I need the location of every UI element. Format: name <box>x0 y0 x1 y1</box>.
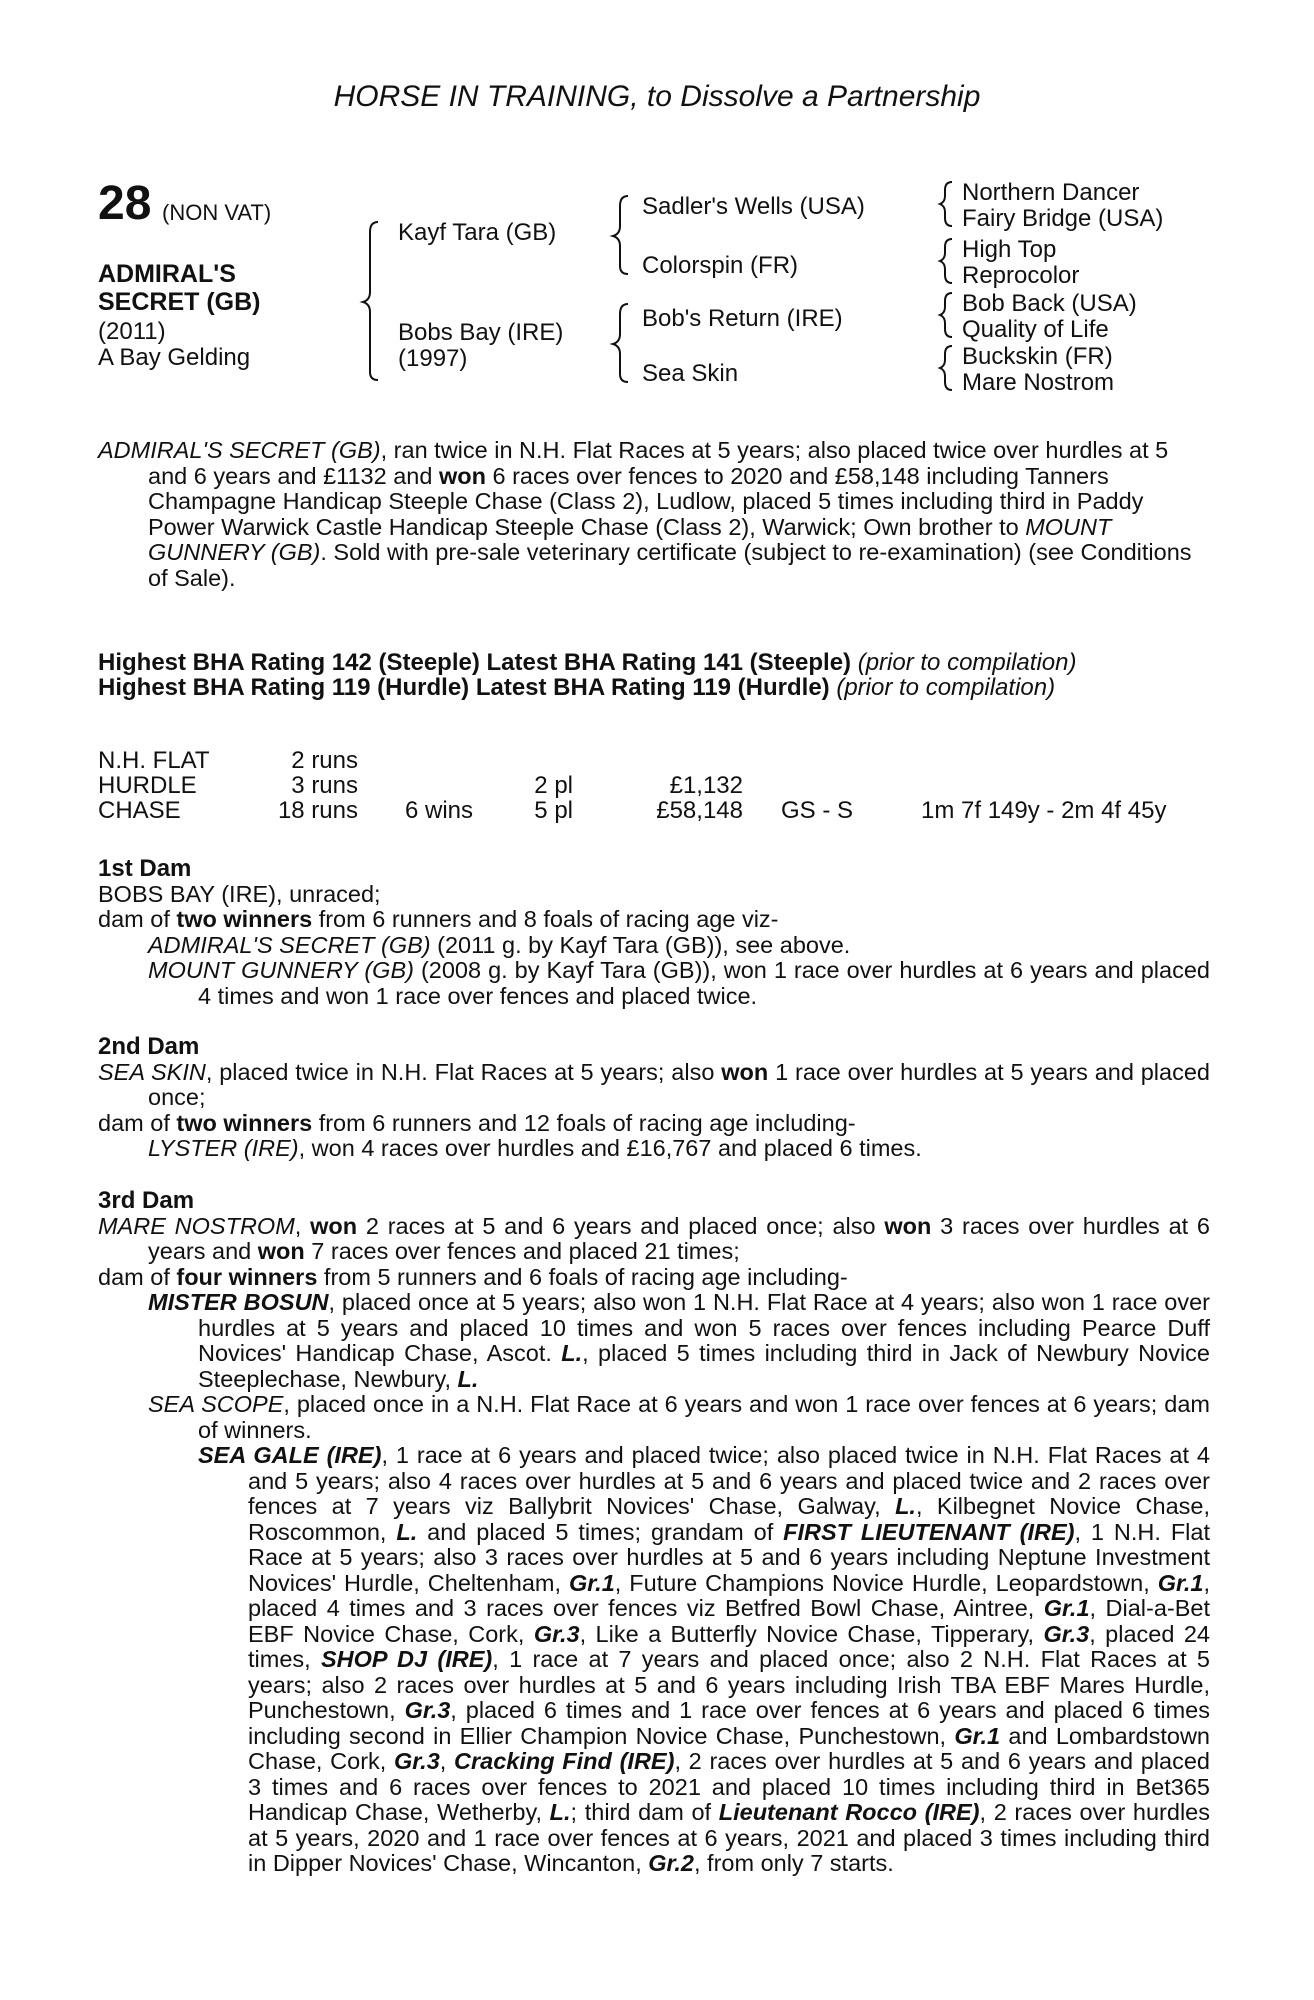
third-dam-section: 3rd Dam MARE NOSTROM, won 2 races at 5 and 6 years and placed once; also won 3 races over hurdles at 6 years and won 7 races over fences and placed 21 times; dam of four winners from 5 runners and 6 foals of racing age including- MISTER BOSUN, placed once at 5 years; also won 1 N.H. Flat Race at 4 years; also won 1 race over hurdles at 5 years and placed 10 times and won 5 races over fences including Pearce Duff Novices' Handicap Chase, Ascot. L., placed 5 times including third in Jack of Newbury Novice Steeplechase, Newbury, L. SEA SCOPE, placed once in a N.H. Flat Race at 6 years and won 1 race over fences at 6 years; dam of winners. SEA GALE (IRE), 1 race at 6 years and placed twice; also placed twice in N.H. Flat Races at 4 and 5 years; also 4 races over hurdles at 5 and 6 years and placed twice and 2 races over fences at 7 years viz Ballybrit Novices' Chase, Galway, L., Kilbegnet Novice Chase, Roscommon, L. and placed 5 times; grandam of FIRST LIEUTENANT (IRE), 1 N.H. Flat Race at 5 years; also 3 races over hurdles at 5 and 6 years including Neptune Investment Novices' Hurdle, Cheltenham, Gr.1, Future Champions Novice Hurdle, Leopardstown, Gr.1, placed 4 times and 3 races over fences viz Betfred Bowl Chase, Aintree, Gr.1, Dial-a-Bet EBF Novice Chase, Cork, Gr.3, Like a Butterfly Novice Chase, Tipperary, Gr.3, placed 24 times, SHOP DJ (IRE), 1 race at 7 years and placed once; also 2 N.H. Flat Races at 5 years; also 2 races over hurdles at 5 and 6 years including Irish TBA EBF Mares Hurdle, Punchestown, Gr.3, placed 6 times and 1 race over fences at 6 years and placed 6 times including second in Ellier Champion Novice Chase, Punchestown, Gr.1 and Lombardstown Chase, Cork, Gr.3, Cracking Find (IRE), 2 races over hurdles at 5 and 6 years and placed 3 times and 6 races over fences to 2021 and placed 10 times including third in Bet365 Handicap Chase, Wetherby, L.; third dam of Lieutenant Rocco (IRE), 2 races over hurdles at 5 years, 2020 and 1 race over fences at 6 years, 2021 and placed 3 times including third in Dipper Novices' Chase, Wincanton, Gr.2, from only 7 starts. <box>98 1187 1211 1876</box>
vat-status: (NON VAT) <box>162 200 272 225</box>
table-row: N.H. FLAT 2 runs <box>98 747 358 774</box>
sire-name: Kayf Tara (GB) <box>398 219 557 246</box>
first-dam-section: 1st Dam BOBS BAY (IRE), unraced; dam of two winners from 6 runners and 8 foals of racing age viz- ADMIRAL'S SECRET (GB) (2011 g. by Kayf Tara (GB)), see above. MOUNT GUNNERY (GB) (2008 g. by Kayf Tara (GB)), won 1 race over hurdles at 6 years and placed 4 times and won 1 race over fences and placed twice. <box>98 855 1210 1009</box>
gen4-ancestor: Quality of Life <box>962 316 1109 343</box>
hurdle-rating: Highest BHA Rating 119 (Hurdle) Latest BHA Rating 119 (Hurdle) (prior to compilation) <box>98 674 1056 701</box>
gen4-ancestor: Bob Back (USA) <box>962 290 1137 317</box>
gen4-ancestor: Buckskin (FR) <box>962 343 1113 370</box>
table-row: CHASE 18 runs 6 wins 5 pl £58,148 GS - S 1m 7f 149y - 2m 4f 45y <box>98 797 1167 824</box>
page-title: HORSE IN TRAINING, to Dissolve a Partnership <box>333 80 981 113</box>
gen4-ancestor: Reprocolor <box>962 262 1080 289</box>
bha-ratings <box>98 650 1210 700</box>
race-record-table <box>98 748 1166 823</box>
gen4-ancestor: High Top <box>962 236 1057 263</box>
foaling-year: (2011) <box>98 318 166 345</box>
progeny-entry: SEA SCOPE, placed once in a N.H. Flat Race at 6 years and won 1 race over fences at 6 years; dam of winners. <box>148 1391 1211 1443</box>
horse-description: A Bay Gelding <box>98 344 251 371</box>
second-dam-section: 2nd Dam SEA SKIN, placed twice in N.H. Flat Races at 5 years; also won 1 race over hurdles at 5 years and placed once; dam of two winners from 6 runners and 12 foals of racing age including- LYSTER (IRE), won 4 races over hurdles and £16,767 and placed 6 times. <box>98 1033 1210 1161</box>
sibling-name-ref: MOUNT GUNNERY (GB) <box>148 513 1112 565</box>
sire-sire: Sadler's Wells (USA) <box>642 193 865 220</box>
section-heading: 2nd Dam <box>98 1033 200 1060</box>
dam-dam: Sea Skin <box>642 360 739 387</box>
dam-year: (1997) <box>398 345 468 372</box>
progeny-entry: MISTER BOSUN, placed once at 5 years; also won 1 N.H. Flat Race at 4 years; also won 1 race over hurdles at 5 years and placed 10 times and won 5 races over fences including Pearce Duff Novices' Handicap Chase, Ascot. L., placed 5 times including third in Jack of Newbury Novice Steeplechase, Newbury, L. <box>148 1289 1210 1392</box>
gen4-ancestor: Fairy Bridge (USA) <box>962 205 1164 232</box>
steeple-rating: Highest BHA Rating 142 (Steeple) Latest BHA Rating 141 (Steeple) (prior to compilation) <box>98 649 1077 676</box>
section-heading: 1st Dam <box>98 855 192 882</box>
dam-sire: Bob's Return (IRE) <box>642 305 843 332</box>
racing-summary: ADMIRAL'S SECRET (GB), ran twice in N.H. Flat Races at 5 years; also placed twice over hurdles at 5 and 6 years and £1132 and won 6 races over fences to 2020 and £58,148 including Tanners Champagne Handicap Steeple Chase (Class 2), Ludlow, placed 5 times including third in Paddy Power Warwick Castle Handicap Steeple Chase (Class 2), Warwick; Own brother to MOUNT GUNNERY (GB). Sold with pre-sale veterinary certificate (subject to re-examination) (see Conditions of Sale). <box>98 437 1192 591</box>
horse-name-line1: ADMIRAL'S <box>98 260 236 288</box>
sire-dam: Colorspin (FR) <box>642 252 799 279</box>
gen4-ancestor: Mare Nostrom <box>962 369 1115 396</box>
lot-number: 28 <box>98 177 152 230</box>
table-row: HURDLE 3 runs 2 pl £1,132 <box>98 772 743 799</box>
progeny-entry: SEA GALE (IRE), 1 race at 6 years and placed twice; also placed twice in N.H. Flat Races at 4 and 5 years; also 4 races over hurdles at 5 and 6 years and placed twice and 2 races over fences at 7 years viz Ballybrit Novices' Chase, Galway, L., Kilbegnet Novice Chase, Roscommon, L. and placed 5 times; grandam of FIRST LIEUTENANT (IRE), 1 N.H. Flat Race at 5 years; also 3 races over hurdles at 5 and 6 years including Neptune Investment Novices' Hurdle, Cheltenham, Gr.1, Future Champions Novice Hurdle, Leopardstown, Gr.1, placed 4 times and 3 races over fences viz Betfred Bowl Chase, Aintree, Gr.1, Dial-a-Bet EBF Novice Chase, Cork, Gr.3, Like a Butterfly Novice Chase, Tipperary, Gr.3, placed 24 times, SHOP DJ (IRE), 1 race at 7 years and placed once; also 2 N.H. Flat Races at 5 years; also 2 races over hurdles at 5 and 6 years including Irish TBA EBF Mares Hurdle, Punchestown, Gr.3, placed 6 times and 1 race over fences at 6 years and placed 6 times including second in Ellier Champion Novice Chase, Punchestown, Gr.1 and Lombardstown Chase, Cork, Gr.3, Cracking Find (IRE), 2 races over hurdles at 5 and 6 years and placed 3 times and 6 races over fences to 2021 and placed 10 times including third in Bet365 Handicap Chase, Wetherby, L.; third dam of Lieutenant Rocco (IRE), 2 races over hurdles at 5 years, 2020 and 1 race over fences at 6 years, 2021 and placed 3 times including third in Dipper Novices' Chase, Wincanton, Gr.2, from only 7 starts. <box>198 1442 1211 1876</box>
horse-name-ref: ADMIRAL'S SECRET (GB) <box>98 437 381 463</box>
horse-name-line2: SECRET (GB) <box>98 288 261 316</box>
gen4-ancestor: Northern Dancer <box>962 179 1140 206</box>
section-heading: 3rd Dam <box>98 1187 195 1214</box>
dam-name: Bobs Bay (IRE) <box>398 319 564 346</box>
